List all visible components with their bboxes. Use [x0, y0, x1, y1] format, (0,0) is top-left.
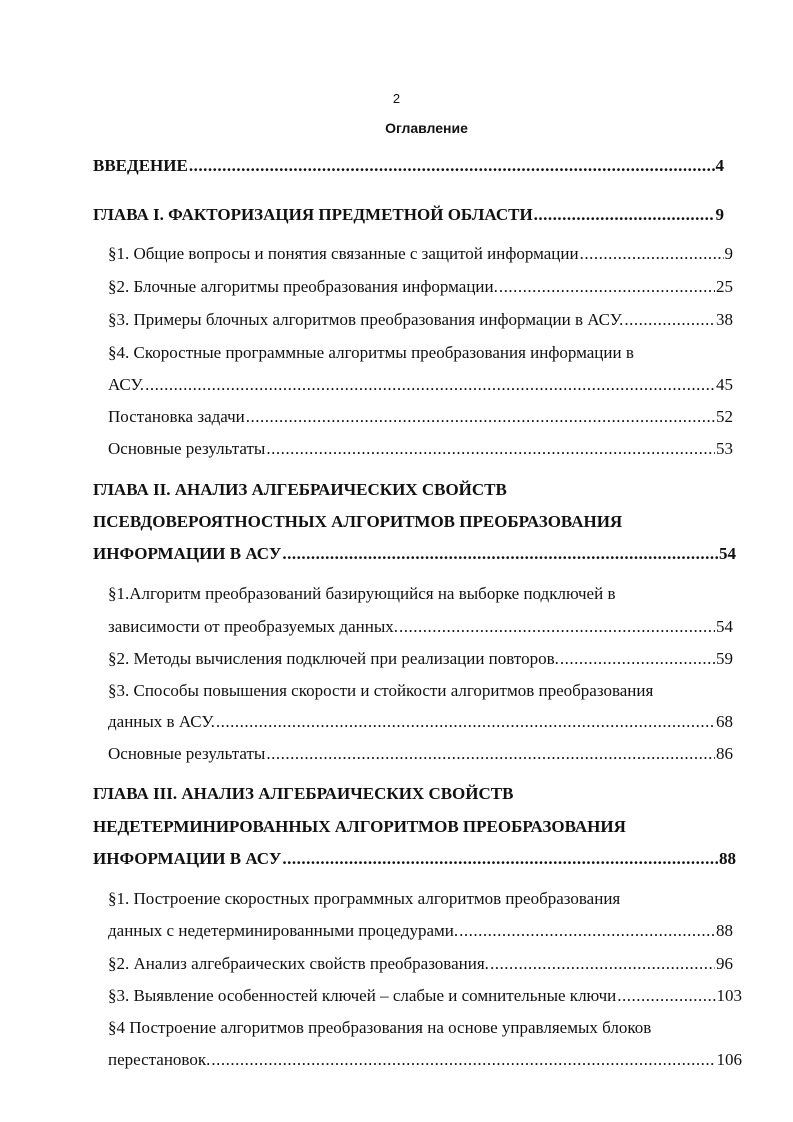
dot-leader [282, 543, 718, 565]
toc-ch3-line1[interactable]: ГЛАВА III. АНАЛИЗ АЛГЕБРАИЧЕСКИХ СВОЙСТВ [93, 784, 514, 803]
toc-ch1-task[interactable] [108, 406, 733, 428]
toc-ch2-s1-page: 54 [716, 617, 733, 636]
toc-ch3-s3-page: 103 [716, 986, 742, 1005]
toc-ch1-s2-page: 25 [716, 277, 733, 296]
toc-ch2-line1[interactable]: ГЛАВА II. АНАЛИЗ АЛГЕБРАИЧЕСКИХ СВОЙСТВ [93, 480, 507, 499]
dot-leader [499, 276, 715, 298]
toc-ch1-results[interactable] [108, 438, 733, 460]
toc-ch3-s1[interactable] [108, 920, 733, 942]
toc-ch1-s1[interactable] [108, 243, 733, 265]
toc-ch1-task-label: Постановка задачи [108, 407, 245, 426]
toc-ch2-s3-line1[interactable]: §3. Способы повышения скорости и стойкости алгоритмов преобразования [108, 681, 654, 700]
dot-leader [189, 155, 715, 177]
toc-ch3-page: 88 [719, 849, 736, 868]
toc-ch3-s1-line2: данных с недетерминированными процедурами. [108, 921, 459, 940]
toc-ch1[interactable] [93, 204, 724, 226]
dot-leader [216, 711, 715, 733]
toc-ch1-task-page: 52 [716, 407, 733, 426]
toc-intro-page: 4 [715, 156, 724, 175]
dot-leader [246, 406, 715, 428]
toc-ch2[interactable] [93, 543, 736, 565]
toc-ch1-results-label: Основные результаты [108, 439, 266, 458]
toc-ch3-line3: ИНФОРМАЦИИ В АСУ [93, 849, 282, 868]
toc-ch1-page: 9 [715, 205, 724, 224]
toc-ch1-results-page: 53 [716, 439, 733, 458]
toc-ch2-line3: ИНФОРМАЦИИ В АСУ [93, 544, 282, 563]
toc-ch2-results-label: Основные результаты [108, 744, 266, 763]
toc-ch1-title: ГЛАВА I. ФАКТОРИЗАЦИЯ ПРЕДМЕТНОЙ ОБЛАСТИ [93, 205, 533, 224]
dot-leader [459, 920, 715, 942]
dot-leader [282, 848, 718, 870]
toc-ch2-s1-line1[interactable]: §1.Алгоритм преобразований базирующийся на выборке подключей в [108, 584, 616, 603]
toc-ch3-s1-page: 88 [716, 921, 733, 940]
toc-ch1-s2-label: §2. Блочные алгоритмы преобразования информации. [108, 277, 498, 296]
toc-title: Оглавление [385, 120, 468, 136]
dot-leader [624, 309, 715, 331]
toc-ch2-s3-line2: данных в АСУ. [108, 712, 215, 731]
toc-ch2-s1[interactable] [108, 616, 733, 638]
dot-leader [211, 1049, 715, 1071]
toc-ch1-s1-page: 9 [724, 244, 733, 263]
toc-ch1-s4-line2: АСУ. [108, 375, 145, 394]
toc-ch3-s2-label: §2. Анализ алгебраических свойств преобразования. [108, 954, 489, 973]
dot-leader [399, 616, 715, 638]
toc-ch1-s3-page: 38 [716, 310, 733, 329]
toc-ch2-s2-page: 59 [716, 649, 733, 668]
toc-ch2-page: 54 [719, 544, 736, 563]
toc-intro[interactable] [93, 155, 724, 177]
toc-ch3-line2[interactable]: НЕДЕТЕРМИНИРОВАННЫХ АЛГОРИТМОВ ПРЕОБРАЗОВАНИЯ [93, 817, 626, 836]
toc-ch2-s3[interactable] [108, 711, 733, 733]
toc-ch3-s2[interactable] [108, 953, 733, 975]
toc-ch1-s4-line1[interactable]: §4. Скоростные программные алгоритмы преобразования информации в [108, 343, 634, 362]
toc-ch2-s3-page: 68 [716, 712, 733, 731]
dot-leader [560, 648, 715, 670]
dot-leader [534, 204, 715, 226]
toc-ch1-s4[interactable] [108, 374, 733, 396]
toc-ch1-s3-label: §3. Примеры блочных алгоритмов преобразования информации в АСУ. [108, 310, 624, 329]
toc-ch1-s2[interactable] [108, 276, 733, 298]
toc-ch3-s4[interactable] [108, 1049, 742, 1071]
toc-ch2-s1-line2: зависимости от преобразуемых данных. [108, 617, 398, 636]
toc-ch3-s3[interactable] [108, 985, 742, 1007]
toc-ch1-s1-label: §1. Общие вопросы и понятия связанные с защитой информации [108, 244, 579, 263]
toc-ch3-s4-line2: перестановок. [108, 1050, 211, 1069]
toc-ch2-results-page: 86 [716, 744, 733, 763]
toc-ch3-s4-line1[interactable]: §4 Построение алгоритмов преобразования на основе управляемых блоков [108, 1018, 652, 1037]
dot-leader [490, 953, 715, 975]
toc-ch3-s3-label: §3. Выявление особенностей ключей – слабые и сомнительные ключи [108, 986, 617, 1005]
dot-leader [145, 374, 715, 396]
toc-ch2-results[interactable] [108, 743, 733, 765]
toc-ch3-s1-line1[interactable]: §1. Построение скоростных программных алгоритмов преобразования [108, 889, 621, 908]
toc-ch2-line2[interactable]: ПСЕВДОВЕРОЯТНОСТНЫХ АЛГОРИТМОВ ПРЕОБРАЗОВАНИЯ [93, 512, 623, 531]
toc-intro-label: ВВЕДЕНИЕ [93, 156, 188, 175]
toc-ch3-s4-page: 106 [716, 1050, 742, 1069]
dot-leader [266, 438, 715, 460]
toc-ch2-s2[interactable] [108, 648, 733, 670]
toc-ch3-s2-page: 96 [716, 954, 733, 973]
dot-leader [580, 243, 724, 265]
toc-ch1-s3[interactable] [108, 309, 733, 331]
page-number: 2 [392, 91, 401, 106]
toc-ch3[interactable] [93, 848, 736, 870]
dot-leader [617, 985, 715, 1007]
dot-leader [266, 743, 715, 765]
toc-ch2-s2-label: §2. Методы вычисления подключей при реализации повторов. [108, 649, 559, 668]
toc-ch1-s4-page: 45 [716, 375, 733, 394]
